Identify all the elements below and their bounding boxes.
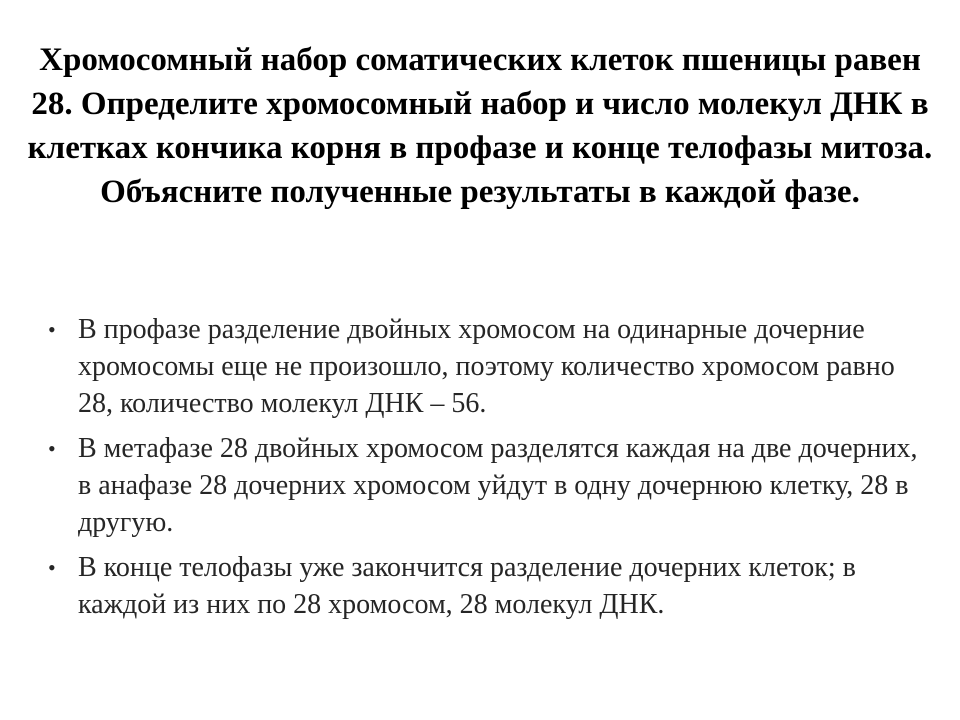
bullet-dot-icon: •: [48, 555, 56, 580]
bullet-dot-icon: •: [48, 436, 56, 461]
bullet-text: В метафазе 28 двойных хромосом разделятся каждая на две дочерних, в анафазе 28 дочерних хромосом уйдут в одну дочернюю клетку, 28 в другую.: [78, 433, 918, 538]
bullet-text: В профазе разделение двойных хромосом на одинарные дочерние хромосомы еще не произошло, поэтому количество хромосом равно 28, количество молекул ДНК – 56.: [78, 314, 895, 419]
bullet-item-prophase: [48, 311, 918, 422]
slide-title: Хромосомный набор соматических клеток пшеницы равен 28. Определите хромосомный набор и число молекул ДНК в клетках кончика корня в профазе и конце телофазы митоза. Объясните полученные результаты в каждой фазе.: [27, 42, 933, 210]
bullet-text: В конце телофазы уже закончится разделение дочерних клеток; в каждой из них по 28 хромосом, 28 молекул ДНК.: [78, 552, 856, 620]
bullet-list: [48, 311, 918, 623]
bullet-item-metaphase: [48, 430, 918, 541]
bullet-item-telophase: [48, 549, 918, 623]
bullet-dot-icon: •: [48, 317, 56, 342]
